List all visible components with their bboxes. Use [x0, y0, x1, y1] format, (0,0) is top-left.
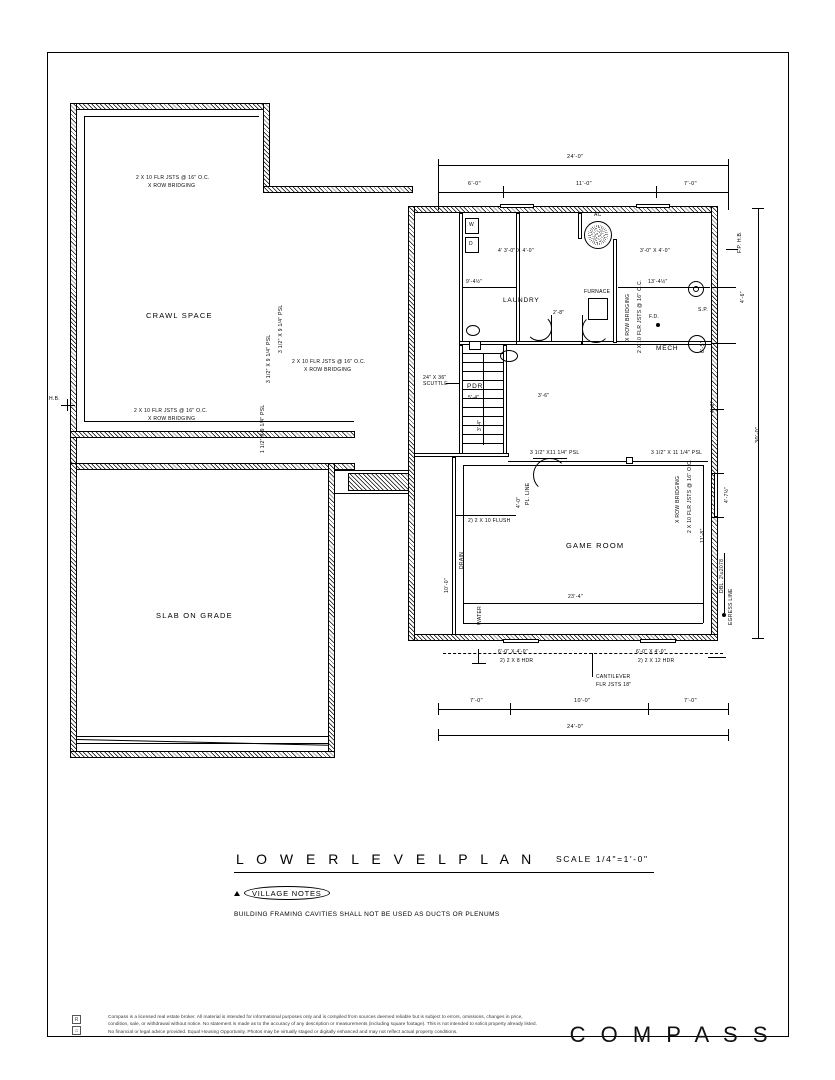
legal-disclaimer: Compass is a licensed real estate broker. All material is intended for informational purposes only and is compiled from sources deemed reliable but is subject to errors, omissions, changes in price, condition, sale, or withdrawal without notice. No statement is made as to the accuracy of any description or measurements (including square footage). This is not intended to solicit property already listed. No financial or legal advice provided. Equal Housing Opportunity. Photos may be virtually staged or digitally enhanced and may not reflect actual property conditions. [108, 1015, 537, 1035]
room-label-game-room: GAME ROOM [566, 541, 625, 550]
dim-interior-b: 13'-4½" [648, 279, 668, 285]
dim-interior-e: 4'-6" [710, 401, 716, 413]
dim-top-c: 7'-0" [684, 181, 697, 187]
room-label-pdr: PDR [467, 383, 484, 390]
window-bottom-1-label: 6'-0" X 4'-0" [498, 649, 528, 655]
dim-top-b: 11'-0" [576, 181, 593, 187]
realtor-badge-icon: R [72, 1015, 81, 1024]
window-bottom-2-label: 6'-0" X 4'-0" [636, 649, 666, 655]
psl-note-1: 3 1/2" X 9 1/4" PSL [278, 304, 284, 353]
dim-bottom-b: 10'-0" [574, 698, 591, 704]
room-label-slab-on-grade: SLAB ON GRADE [156, 611, 233, 620]
stair-up-label: 3'-4" [477, 419, 483, 431]
warning-triangle-icon [234, 891, 240, 896]
dim-bottom-c: 7'-0" [684, 698, 697, 704]
dim-interior-d: 4'-6" [740, 291, 746, 303]
fp-hb-label: F.P. H.B. [737, 231, 743, 253]
psl-note-4: 3 1/2" X11 1/4" PSL [530, 450, 580, 456]
dim-interior-a: 9'-4½" [466, 279, 483, 285]
pl-riser-label: PL. LINE [525, 482, 531, 505]
plan-sheet [47, 52, 789, 1047]
framing-note-3-line2: X ROW BRIDGING [304, 367, 352, 373]
dim-bottom-a: 7'-0" [470, 698, 483, 704]
dim-bottom-overall: 24'-0" [567, 724, 584, 730]
header-label-1: 2) 2 X 8 HDR [500, 658, 534, 664]
village-notes-badge [234, 886, 330, 900]
framing-note-2-line1: 2 X 10 FLR JSTS @ 16" O.C. [134, 408, 208, 414]
psl-note-3: 1 1/2" X 9 1/4" PSL [260, 404, 266, 453]
framing-note-3-line1: 2 X 10 FLR JSTS @ 16" O.C. [292, 359, 366, 365]
room-label-mech: MECH [656, 345, 679, 352]
dryer-label: D [469, 241, 473, 247]
door-width-label-1: 2'-8" [553, 310, 565, 316]
door-right-label: DBL. 2\u2078 [719, 558, 725, 593]
washer-label: W [469, 222, 475, 228]
page-title: L O W E R L E V E L P L A N [236, 851, 536, 867]
scale-note: SCALE 1/4"=1'-0" [556, 854, 649, 864]
vertical-note-3: X ROW BRIDGING [675, 475, 681, 523]
furnace-label: FURNACE [584, 289, 611, 295]
water-label: WATER [477, 606, 483, 625]
dim-interior-l: 4'-7½" [724, 486, 730, 503]
dim-interior-j: 10'-0" [444, 577, 450, 593]
psl-note-5: 3 1/2" X 11 1/4" PSL [651, 450, 703, 456]
dim-interior-f: 6'-5" [700, 341, 706, 353]
vertical-note-2: 2 X 10 FLR JSTS @ 16" O.C. [637, 279, 643, 353]
door-width-label-4: 4'-0" [516, 496, 522, 508]
cantilever-label-2: FLR JSTS 18" [596, 682, 632, 688]
sump-pump-label: S.P. [698, 307, 709, 313]
village-note-text: BUILDING FRAMING CAVITIES SHALL NOT BE USED AS DUCTS OR PLENUMS [234, 911, 500, 918]
psl-note-2: 3 1/2" X 9 1/4" PSL [266, 334, 272, 383]
vertical-note-1: X ROW BRIDGING [625, 293, 631, 341]
dim-interior-c: 23'-4" [568, 594, 584, 600]
village-notes-label: VILLAGE NOTES [244, 886, 330, 900]
compass-logo: C O M P A S S [569, 1022, 772, 1047]
header-label-2: 2) 2 X 12 HDR [638, 658, 675, 664]
vertical-note-4: 2 X 10 FLR JSTS @ 16" O.C. [687, 459, 693, 533]
footer-badges [72, 1015, 81, 1037]
hb-label-left: H.B. [49, 396, 60, 402]
room-label-crawl-space: CRAWL SPACE [146, 311, 213, 320]
floor-drain-label: F.D. [649, 314, 660, 320]
window-top-1-label: 4' 3'-0" X 4'-0" [498, 248, 534, 254]
cantilever-label-1: CANTILEVER [596, 674, 631, 680]
framing-note-1-line1: 2 X 10 FLR JSTS @ 16" O.C. [136, 175, 210, 181]
door-width-label-2: 3'-6" [538, 393, 550, 399]
scuttle-label: 24" X 36" SCUTTLE [423, 375, 448, 387]
window-top-2-label: 3'-0" X 4'-0" [640, 248, 670, 254]
dim-top-overall: 24'-0" [567, 154, 584, 160]
dim-right-overall: 30'-0" [755, 426, 761, 443]
dim-top-a: 6'-0" [468, 181, 481, 187]
dim-interior-k: 11'-8" [700, 528, 706, 543]
drain-label: DRAIN [459, 551, 465, 569]
door-width-label-3: 5'-4" [468, 395, 480, 401]
egress-line-label: EGRESS LINE [728, 588, 734, 625]
framing-note-1-line2: X ROW BRIDGING [148, 183, 196, 189]
room-label-laundry: LAUNDRY [503, 297, 540, 304]
framing-note-2-line2: X ROW BRIDGING [148, 416, 196, 422]
flush-beam-label: 2) 2 X 10 FLUSH [468, 518, 511, 524]
title-underline [234, 872, 654, 873]
equal-housing-badge-icon: ⌂ [72, 1026, 81, 1035]
ac-label: AC [594, 212, 602, 218]
